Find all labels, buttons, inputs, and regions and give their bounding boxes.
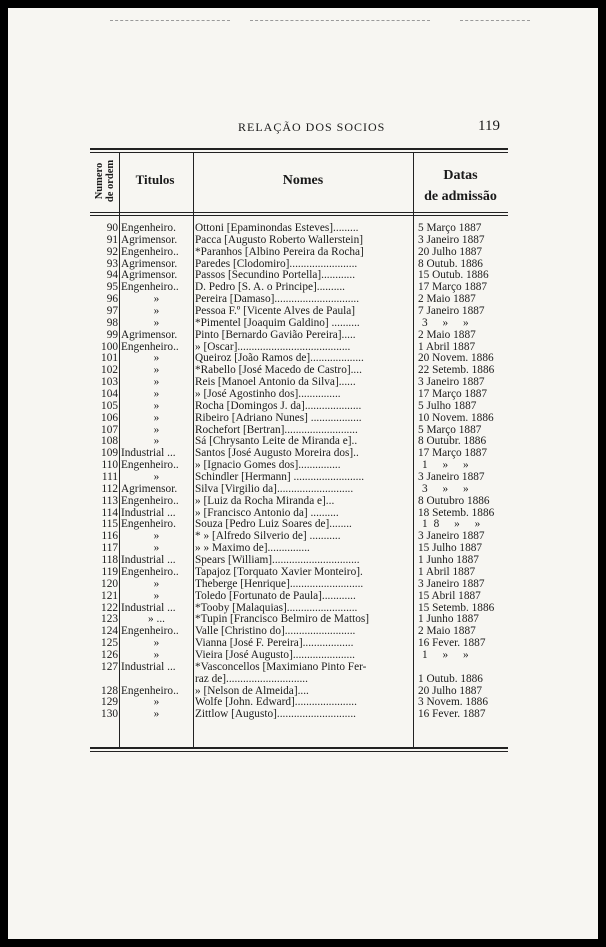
row-data: 3 Janeiro 1887	[418, 578, 485, 590]
table-row	[0, 448, 606, 460]
row-data: 22 Setemb. 1886	[418, 365, 495, 377]
row-number: 117	[101, 543, 118, 555]
row-titulo: »	[153, 649, 160, 661]
table-row	[0, 626, 606, 638]
row-nome: » [Nelson de Almeida]....	[195, 685, 309, 697]
row-number: 105	[101, 400, 118, 412]
row-number: 95	[106, 282, 118, 294]
row-number: 101	[101, 353, 118, 365]
header-numero-line2: de ordem	[105, 159, 116, 203]
row-data: 5 Julho 1887	[418, 400, 477, 412]
row-data: 17 Março 1887	[418, 282, 488, 294]
row-number: 128	[101, 685, 118, 697]
header-datas-line2: de admissão	[424, 189, 497, 204]
table-row	[0, 472, 606, 484]
table-bottom-rule	[90, 747, 508, 749]
row-data: 17 Março 1887	[418, 448, 488, 460]
row-titulo: Engenheiro..	[121, 566, 179, 578]
row-titulo: Engenheiro.	[121, 223, 176, 234]
row-number: 111	[101, 472, 118, 484]
row-titulo: »	[153, 389, 160, 401]
table-bottom-rule-thin	[90, 751, 508, 752]
row-data: 3 » »	[422, 317, 475, 329]
row-nome: Zittlow [Augusto]............................	[195, 709, 356, 721]
row-titulo: Agrimensor.	[121, 329, 178, 341]
row-data: 1 » »	[422, 649, 475, 661]
scan-mark	[250, 20, 430, 21]
row-nome: » [Oscar]........................................	[195, 341, 351, 353]
row-number: 94	[106, 270, 118, 282]
row-data: 5 Março 1887	[418, 223, 482, 234]
row-titulo: Agrimensor.	[121, 258, 178, 270]
row-data: 7 Janeiro 1887	[418, 306, 485, 318]
row-nome: Queiroz [João Ramos de]...................	[195, 353, 364, 365]
row-nome: *Tupin [Francisco Belmiro de Mattos]	[195, 614, 370, 626]
row-nome: Pereira [Damaso]..............................	[195, 294, 360, 306]
row-data: 5 Março 1887	[418, 424, 482, 436]
row-nome: *Vasconcellos [Maximiano Pinto Fer-	[195, 661, 367, 673]
row-data: 20 Julho 1887	[418, 246, 483, 258]
table-row	[0, 353, 606, 365]
row-titulo: Industrial ...	[121, 602, 176, 614]
table-row	[0, 567, 606, 579]
row-number: 107	[101, 424, 118, 436]
row-titulo: Engenheiro..	[121, 626, 179, 638]
row-titulo: »	[153, 424, 160, 436]
row-nome: Toledo [Fortunato de Paula]............	[195, 590, 356, 602]
row-number: 90	[106, 223, 118, 234]
row-titulo: Industrial ...	[121, 555, 176, 567]
row-nome: Reis [Manoel Antonio da Silva]......	[195, 377, 356, 389]
table-row	[0, 294, 606, 306]
row-titulo: »	[153, 412, 160, 424]
row-titulo: Agrimensor.	[121, 234, 178, 246]
row-titulo: » ...	[148, 614, 165, 626]
row-titulo: Industrial ...	[121, 448, 176, 460]
header-nomes: Nomes	[282, 173, 324, 188]
row-titulo: Engenheiro..	[121, 460, 179, 472]
row-number: 124	[101, 626, 118, 638]
row-nome: raz de].............................	[195, 673, 308, 685]
row-number: 104	[101, 389, 118, 401]
row-data: 1 Junho 1887	[418, 614, 479, 626]
row-nome: Ribeiro [Adriano Nunes] ..................	[195, 412, 362, 424]
row-titulo: Industrial ...	[121, 507, 176, 519]
row-number: 92	[106, 246, 118, 258]
row-nome: *Pimentel [Joaquim Galdino] ..........	[195, 317, 360, 329]
header-titulos: Titulos	[135, 172, 175, 187]
row-data: 8 Outubr. 1886	[418, 436, 487, 448]
row-number: 112	[101, 483, 118, 495]
row-number: 126	[101, 649, 118, 661]
table-row	[0, 709, 606, 721]
row-data: 17 Março 1887	[418, 389, 488, 401]
row-titulo: Engenheiro.	[121, 519, 176, 531]
table-row	[0, 686, 606, 698]
header-bottom-rule	[90, 212, 508, 213]
row-number: 100	[101, 341, 118, 353]
row-number: 108	[101, 436, 118, 448]
row-titulo: Engenheiro..	[121, 246, 179, 258]
table-row	[0, 579, 606, 591]
table-row	[0, 413, 606, 425]
row-nome: Theberge [Henrique]..........................	[195, 578, 364, 590]
row-number: 106	[101, 412, 118, 424]
row-number: 102	[101, 365, 118, 377]
table-row	[0, 247, 606, 259]
row-number: 115	[101, 519, 118, 531]
row-nome: » [Luiz da Rocha Miranda e]...	[195, 495, 335, 507]
row-data: 1 Abril 1887	[418, 566, 476, 578]
row-titulo: »	[153, 709, 160, 721]
table-top-rule-thin	[90, 152, 508, 153]
row-nome: » [José Agostinho dos]...............	[195, 389, 341, 401]
table-row	[0, 306, 606, 318]
header-datas	[413, 165, 508, 207]
row-data: 1 » »	[422, 460, 475, 472]
row-number: 127	[101, 661, 118, 673]
row-nome: Ottoni [Epaminondas Esteves].........	[195, 223, 359, 234]
row-number: 109	[101, 448, 118, 460]
row-data: 1 Abril 1887	[418, 341, 476, 353]
row-data: 15 Outub. 1886	[418, 270, 489, 282]
row-data: 15 Setemb. 1886	[418, 602, 495, 614]
row-titulo: »	[153, 400, 160, 412]
row-nome: * » [Alfredo Silverio de] ...........	[195, 531, 341, 543]
row-number: 116	[101, 531, 118, 543]
row-titulo: »	[153, 365, 160, 377]
row-titulo: Engenheiro..	[121, 341, 179, 353]
row-number: 96	[106, 294, 118, 306]
table-row	[0, 330, 606, 342]
table-row	[0, 543, 606, 555]
row-number: 125	[101, 638, 118, 650]
row-number: 113	[101, 495, 118, 507]
row-nome: Passos [Secundino Portella]............	[195, 270, 356, 282]
row-nome: Vieira [José Augusto]......................	[195, 649, 355, 661]
row-number: 123	[101, 614, 118, 626]
table-row	[0, 614, 606, 626]
table-row	[0, 282, 606, 294]
row-nome: Valle [Christino do].........................	[195, 626, 356, 638]
row-nome: Tapajoz [Torquato Xavier Monteiro].	[195, 566, 363, 578]
row-number: 93	[106, 258, 118, 270]
row-titulo: »	[153, 638, 160, 650]
row-nome: Pinto [Bernardo Gavião Pereira].....	[195, 329, 356, 341]
table-row	[0, 389, 606, 401]
row-data: 3 » »	[422, 483, 475, 495]
table-row	[0, 460, 606, 472]
row-nome: Spears [William]...............................	[195, 555, 360, 567]
table-row	[0, 223, 606, 235]
row-data: 15 Julho 1887	[418, 543, 483, 555]
row-nome: Pessoa F.º [Vicente Alves de Paula]	[195, 306, 356, 318]
row-data: 20 Julho 1887	[418, 685, 483, 697]
row-nome: Paredes [Clodomiro]........................	[195, 258, 358, 270]
table-row	[0, 650, 606, 662]
table-top-rule	[90, 148, 508, 150]
page-number: 119	[478, 118, 500, 134]
table-row	[0, 496, 606, 508]
row-nome: Sá [Chrysanto Leite de Miranda e]..	[195, 436, 358, 448]
row-data: 3 Janeiro 1887	[418, 472, 485, 484]
row-number: 119	[101, 566, 118, 578]
row-nome: » [Ignacio Gomes dos]...............	[195, 460, 341, 472]
row-number: 130	[101, 709, 118, 721]
row-titulo: Engenheiro..	[121, 685, 179, 697]
row-nome: *Tooby [Malaquias].........................	[195, 602, 358, 614]
table-row	[0, 662, 606, 674]
row-data: 15 Abril 1887	[418, 590, 481, 602]
row-nome: Rocha [Domingos J. da]....................	[195, 400, 362, 412]
table-row	[0, 697, 606, 709]
row-data: 8 Outub. 1886	[418, 258, 483, 270]
row-number: 98	[106, 317, 118, 329]
table-row	[0, 638, 606, 650]
row-titulo: »	[153, 294, 160, 306]
table-row	[0, 365, 606, 377]
row-titulo: »	[153, 590, 160, 602]
row-data: 1 Outub. 1886	[418, 673, 483, 685]
row-data: 18 Setemb. 1886	[418, 507, 495, 519]
table-row	[0, 531, 606, 543]
table-row	[0, 425, 606, 437]
table-row	[0, 235, 606, 247]
row-nome: » [Francisco Antonio da] ..........	[195, 507, 339, 519]
table-row	[0, 674, 606, 686]
row-number: 114	[101, 507, 118, 519]
row-nome: Vianna [José F. Pereira]..................	[195, 638, 354, 650]
row-data: 2 Maio 1887	[418, 626, 476, 638]
row-nome: Wolfe [John. Edward]......................	[195, 697, 357, 709]
table-row	[0, 318, 606, 330]
row-titulo: »	[153, 578, 160, 590]
row-number: 120	[101, 578, 118, 590]
row-data: 8 Outubro 1886	[418, 495, 490, 507]
header-numero-de-ordem	[92, 150, 118, 212]
row-nome: Rochefort [Bertran]..........................	[195, 424, 358, 436]
row-number: 99	[106, 329, 118, 341]
header-datas-line1: Datas	[443, 168, 478, 183]
running-header	[0, 120, 606, 136]
row-number: 118	[101, 555, 118, 567]
row-titulo: »	[153, 317, 160, 329]
row-data: 2 Maio 1887	[418, 329, 476, 341]
row-number: 122	[101, 602, 118, 614]
row-data: 20 Novem. 1886	[418, 353, 494, 365]
row-nome: D. Pedro [S. A. o Principe]..........	[195, 282, 345, 294]
row-titulo: »	[153, 697, 160, 709]
table-row	[0, 519, 606, 531]
row-nome: Silva [Virgilio da]...........................	[195, 483, 354, 495]
row-nome: Schindler [Hermann] .........................	[195, 472, 365, 484]
row-data: 3 Novem. 1886	[418, 697, 488, 709]
row-number: 121	[101, 590, 118, 602]
row-nome: *Paranhos [Albino Pereira da Rocha]	[195, 246, 364, 258]
row-number: 97	[106, 306, 118, 318]
row-number: 110	[101, 460, 118, 472]
table-row	[0, 342, 606, 354]
running-title: RELAÇÃO DOS SOCIOS	[238, 120, 386, 134]
row-titulo: Industrial ...	[121, 661, 176, 673]
row-titulo: »	[153, 306, 160, 318]
row-data: 1 Junho 1887	[418, 555, 479, 567]
row-titulo: Agrimensor.	[121, 483, 178, 495]
table-row	[0, 508, 606, 520]
row-titulo: »	[153, 472, 160, 484]
row-nome: Pacca [Augusto Roberto Wallerstein]	[195, 234, 363, 246]
row-data: 10 Novem. 1886	[418, 412, 494, 424]
row-titulo: »	[153, 531, 160, 543]
table-row	[0, 377, 606, 389]
table-row	[0, 591, 606, 603]
row-data: 3 Janeiro 1887	[418, 377, 485, 389]
members-table-body	[0, 223, 606, 721]
table-row	[0, 259, 606, 271]
table-row	[0, 270, 606, 282]
table-row	[0, 436, 606, 448]
scan-mark	[110, 20, 230, 21]
header-numero-line1: Numero	[94, 162, 105, 200]
row-nome: Souza [Pedro Luiz Soares de]........	[195, 519, 352, 531]
row-data: 3 Janeiro 1887	[418, 234, 485, 246]
row-number: 103	[101, 377, 118, 389]
row-titulo: »	[153, 353, 160, 365]
row-titulo: »	[153, 377, 160, 389]
row-titulo: Engenheiro..	[121, 282, 179, 294]
row-data: 16 Fever. 1887	[418, 709, 486, 721]
table-row	[0, 484, 606, 496]
header-bottom-rule-thin	[90, 215, 508, 216]
row-titulo: »	[153, 543, 160, 555]
row-nome: *Rabello [José Macedo de Castro]....	[195, 365, 362, 377]
table-row	[0, 401, 606, 413]
table-row	[0, 603, 606, 615]
row-data: 3 Janeiro 1887	[418, 531, 485, 543]
row-titulo: »	[153, 436, 160, 448]
row-data: 18 » »	[422, 519, 487, 531]
row-titulo: Engenheiro..	[121, 495, 179, 507]
row-number: 91	[106, 234, 118, 246]
table-row	[0, 555, 606, 567]
row-nome: Santos [José Augusto Moreira dos]..	[195, 448, 359, 460]
scan-mark	[460, 20, 530, 21]
row-data: 16 Fever. 1887	[418, 638, 486, 650]
row-nome: » » Maximo de]...............	[195, 543, 310, 555]
row-data: 2 Maio 1887	[418, 294, 476, 306]
row-number: 129	[101, 697, 118, 709]
row-titulo: Agrimensor.	[121, 270, 178, 282]
